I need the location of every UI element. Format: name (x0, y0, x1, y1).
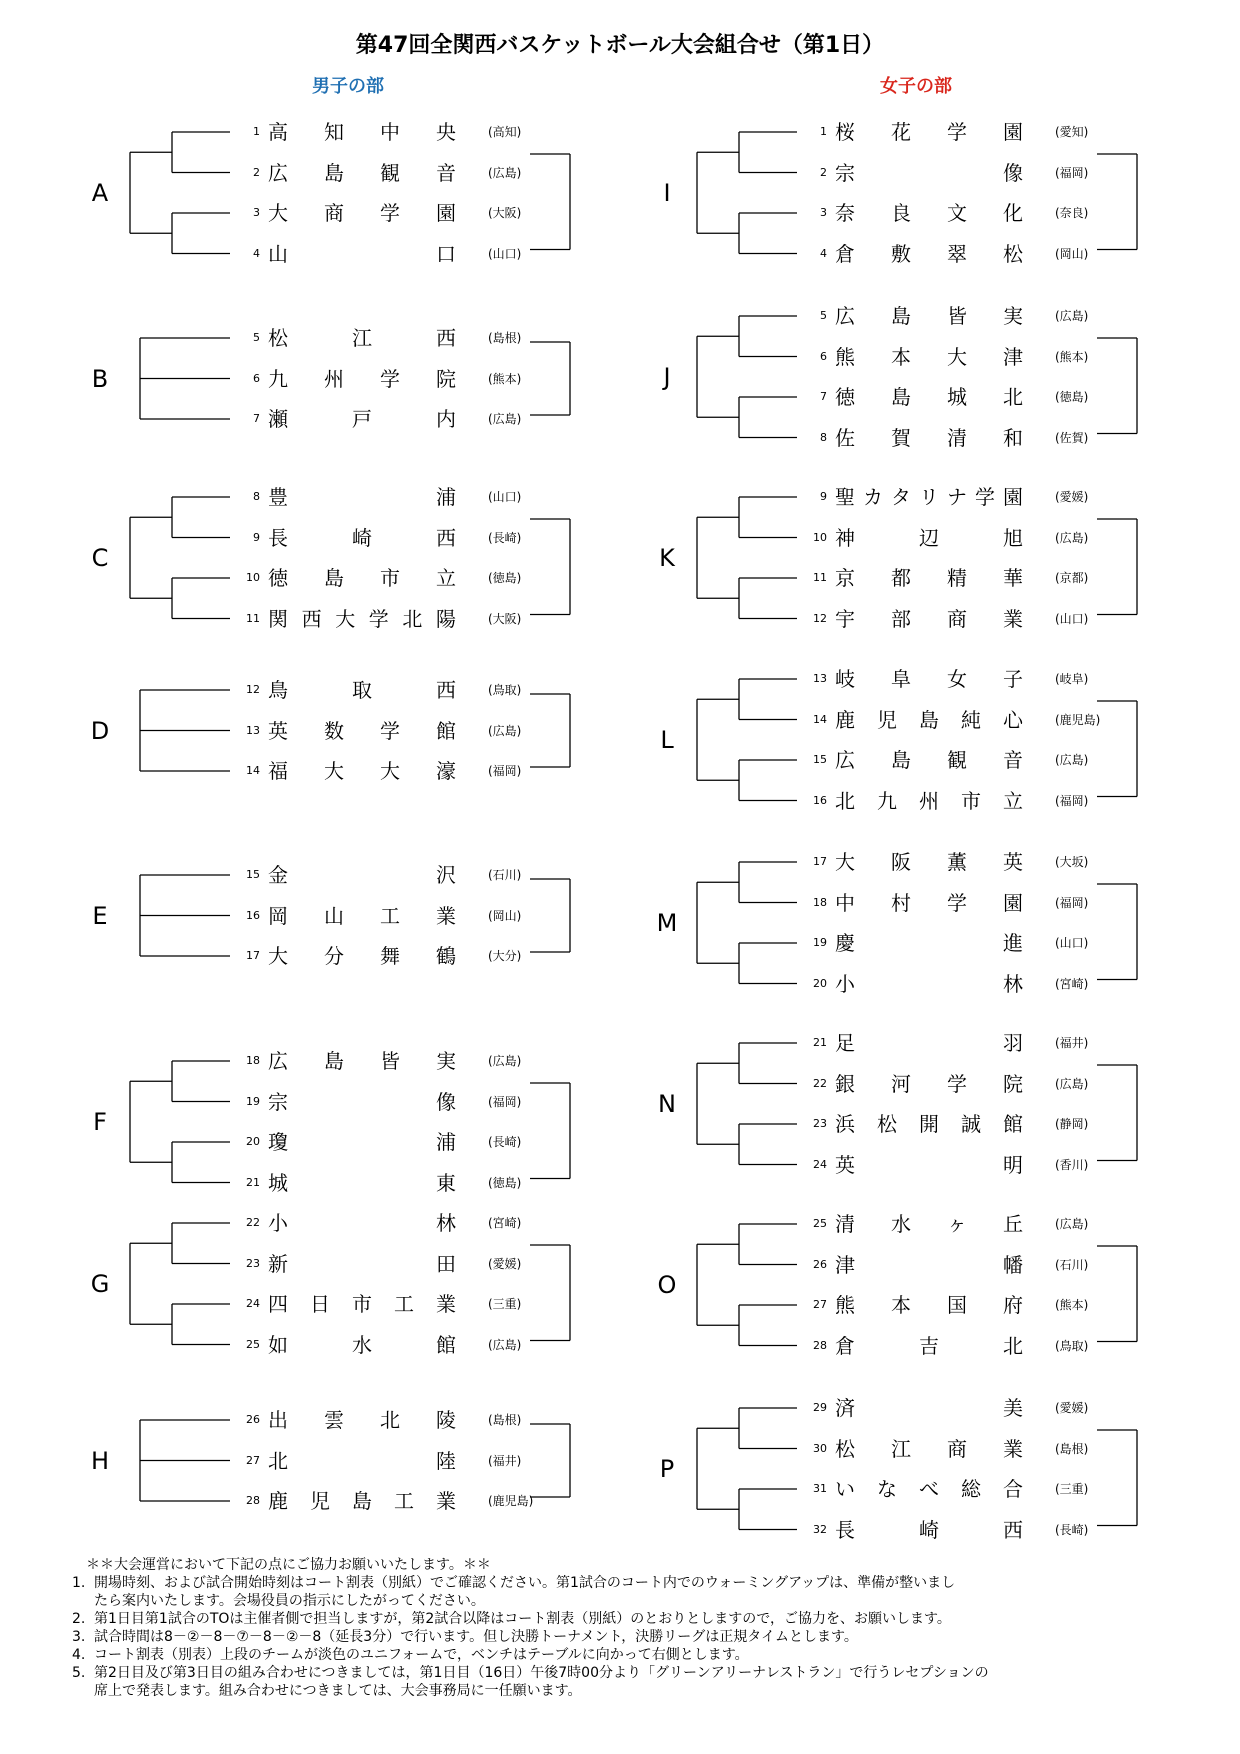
team-prefecture: (長崎) (1055, 1522, 1089, 1537)
team-number: 6 (820, 349, 827, 363)
note-number: 4. (72, 1647, 86, 1663)
team-prefecture: (鹿児島) (1055, 712, 1101, 727)
team-number: 29 (813, 1401, 827, 1414)
team-number: 13 (246, 723, 260, 737)
team-number: 15 (813, 753, 827, 766)
team-number: 14 (813, 712, 827, 726)
page-title: 第47回全関西バスケットボール大会組合せ（第1日） (355, 33, 885, 58)
note-item (72, 1664, 1192, 1700)
team-number: 7 (820, 390, 827, 403)
team-number: 5 (820, 309, 827, 322)
team-number: 19 (246, 1094, 260, 1108)
note-number: 2. (72, 1611, 86, 1627)
team-prefecture: (京都) (1055, 571, 1089, 585)
team-number: 28 (246, 1494, 260, 1507)
group-label: E (92, 901, 108, 930)
team-prefecture: (広島) (488, 723, 522, 738)
team-prefecture: (岡山) (1055, 246, 1089, 261)
note-line: 試合時間は8－②－8－⑦－8－②－8（延長3分）で行います。但し決勝トーナメント，決勝リーグは正規タイムとします。 (94, 1629, 858, 1645)
team-prefecture: (福岡) (1055, 165, 1089, 180)
team-prefecture: (広島) (1055, 753, 1089, 767)
team-number: 23 (246, 1256, 260, 1270)
group-label: J (663, 362, 671, 391)
team-prefecture: (福井) (1055, 1036, 1089, 1050)
team-number: 27 (813, 1298, 827, 1311)
team-number: 20 (246, 1135, 260, 1148)
team-prefecture: (熊本) (488, 371, 522, 386)
team-number: 25 (813, 1217, 827, 1230)
group-label: B (91, 364, 109, 393)
team-number: 14 (246, 764, 260, 777)
team-prefecture: (奈良) (1055, 206, 1089, 220)
team-number: 21 (813, 1036, 827, 1049)
team-number: 24 (246, 1297, 260, 1310)
team-prefecture: (山口) (488, 490, 522, 504)
team-number: 10 (813, 530, 827, 544)
team-number: 25 (246, 1337, 260, 1351)
note-item (72, 1646, 1192, 1664)
team-prefecture: (愛媛) (1055, 490, 1089, 504)
team-number: 32 (813, 1522, 827, 1536)
team-prefecture: (石川) (1055, 1257, 1089, 1272)
team-prefecture: (島根) (1055, 1441, 1089, 1456)
team-prefecture: (高知) (488, 125, 522, 139)
team-prefecture: (山口) (1055, 936, 1089, 950)
team-prefecture: (広島) (488, 1054, 522, 1068)
note-line: 開場時刻、および試合開始時刻はコート割表（別紙）でご確認ください。第1試合のコート内でのウォーミングアップは、準備が整いまし (94, 1575, 956, 1591)
team-number: 9 (820, 490, 827, 503)
team-prefecture: (大坂) (1055, 855, 1089, 869)
team-prefecture: (福岡) (1055, 793, 1089, 808)
team-prefecture: (福井) (488, 1453, 522, 1468)
group-label: F (93, 1107, 107, 1136)
team-prefecture: (宮崎) (488, 1216, 522, 1230)
group-label: M (656, 908, 678, 937)
team-prefecture: (大阪) (488, 611, 522, 626)
team-number: 5 (253, 331, 260, 344)
team-prefecture: (石川) (488, 868, 522, 882)
team-prefecture: (長崎) (488, 530, 522, 545)
team-prefecture: (熊本) (1055, 349, 1089, 364)
team-number: 11 (246, 611, 260, 625)
team-number: 2 (820, 165, 827, 179)
team-prefecture: (佐賀) (1055, 430, 1089, 445)
team-prefecture: (鹿児島) (488, 1494, 534, 1508)
team-prefecture: (島根) (488, 1413, 522, 1427)
team-prefecture: (広島) (1055, 1076, 1089, 1091)
team-number: 17 (813, 855, 827, 868)
team-prefecture: (福岡) (488, 764, 522, 778)
group-label: L (660, 725, 674, 754)
team-number: 7 (253, 412, 260, 425)
group-label: K (659, 543, 675, 572)
team-number: 12 (246, 683, 260, 696)
note-item (72, 1610, 1192, 1628)
note-number: 5. (72, 1665, 86, 1681)
team-number: 18 (246, 1054, 260, 1067)
team-number: 30 (813, 1441, 827, 1455)
men-section-title: 男子の部 (312, 76, 384, 97)
note-item (72, 1574, 1192, 1610)
team-prefecture: (鳥取) (488, 683, 522, 697)
team-number: 9 (253, 530, 260, 544)
group-label: H (90, 1446, 110, 1475)
team-prefecture: (福岡) (1055, 895, 1089, 910)
group-label: G (90, 1269, 110, 1298)
team-number: 1 (820, 125, 827, 138)
group-label: D (90, 716, 110, 745)
team-prefecture: (広島) (488, 412, 522, 426)
team-prefecture: (広島) (488, 1337, 522, 1352)
notes-header: ＊＊大会運営において下記の点にご協力お願いいたします。＊＊ (86, 1557, 491, 1573)
notes-list (72, 1574, 1192, 1700)
team-number: 12 (813, 611, 827, 625)
note-number: 1. (72, 1575, 86, 1591)
team-prefecture: (宮崎) (1055, 976, 1089, 991)
team-prefecture: (香川) (1055, 1157, 1089, 1172)
team-prefecture: (広島) (488, 165, 522, 180)
team-number: 19 (813, 936, 827, 949)
team-number: 20 (813, 976, 827, 990)
group-label: O (657, 1270, 677, 1299)
team-number: 4 (820, 246, 827, 260)
note-line: 席上で発表します。組み合わせにつきましては、大会事務局に一任願います。 (94, 1683, 582, 1699)
group-label: C (91, 543, 109, 572)
team-prefecture: (熊本) (1055, 1298, 1089, 1312)
team-prefecture: (広島) (1055, 1217, 1089, 1231)
group-label: N (658, 1089, 676, 1118)
team-number: 23 (813, 1117, 827, 1130)
note-line: 第1日目第1試合のTOは主催者側で担当しますが，第2試合以降はコート割表（別紙）のとおりとしますので，ご協力を、お願いします。 (94, 1611, 951, 1627)
team-number: 22 (246, 1216, 260, 1229)
team-number: 31 (813, 1482, 827, 1495)
team-prefecture: (徳島) (488, 1175, 522, 1190)
women-section-title: 女子の部 (880, 76, 952, 97)
team-number: 17 (246, 949, 260, 962)
note-line: たら案内いたします。会場役員の指示にしたがってください。 (94, 1593, 485, 1609)
team-prefecture: (山口) (488, 246, 522, 261)
team-prefecture: (三重) (1055, 1482, 1089, 1496)
note-line: コート割表（別表）上段のチームが淡色のユニフォームで，ベンチはテーブルに向かって右側とします。 (94, 1647, 749, 1663)
team-number: 8 (820, 430, 827, 444)
team-number: 24 (813, 1157, 827, 1171)
team-prefecture: (福岡) (488, 1094, 522, 1109)
team-prefecture: (岐阜) (1055, 672, 1089, 686)
notes-section (72, 1556, 1192, 1700)
team-number: 15 (246, 868, 260, 881)
team-number: 16 (813, 793, 827, 807)
team-number: 16 (246, 908, 260, 922)
group-label: A (91, 178, 109, 207)
team-number: 13 (813, 672, 827, 685)
team-prefecture: (大阪) (488, 206, 522, 220)
note-number: 3. (72, 1629, 86, 1645)
team-number: 26 (246, 1413, 260, 1426)
team-number: 6 (253, 371, 260, 385)
team-prefecture: (岡山) (488, 908, 522, 923)
team-prefecture: (広島) (1055, 530, 1089, 545)
team-prefecture: (三重) (488, 1297, 522, 1311)
team-prefecture: (山口) (1055, 611, 1089, 626)
team-prefecture: (島根) (488, 331, 522, 345)
group-label: P (659, 1454, 675, 1483)
team-number: 11 (813, 571, 827, 584)
team-prefecture: (愛媛) (488, 1256, 522, 1271)
team-number: 4 (253, 246, 260, 260)
team-number: 3 (820, 206, 827, 219)
team-prefecture: (愛知) (1055, 125, 1089, 139)
team-prefecture: (徳島) (488, 571, 522, 585)
team-number: 1 (253, 125, 260, 138)
team-number: 26 (813, 1257, 827, 1271)
note-line: 第2日目及び第3日目の組み合わせにつきましては，第1日目（16日）午後7時00分より「グリーンアリーナレストラン」で行うレセプションの (94, 1665, 989, 1681)
team-prefecture: (愛媛) (1055, 1401, 1089, 1415)
group-label: I (663, 178, 671, 207)
team-prefecture: (静岡) (1055, 1117, 1089, 1131)
team-number: 2 (253, 165, 260, 179)
team-prefecture: (長崎) (488, 1135, 522, 1149)
team-prefecture: (大分) (488, 949, 522, 963)
note-item (72, 1628, 1192, 1646)
team-number: 28 (813, 1338, 827, 1352)
team-prefecture: (広島) (1055, 309, 1089, 323)
team-number: 10 (246, 571, 260, 584)
team-prefecture: (徳島) (1055, 390, 1089, 404)
team-number: 27 (246, 1453, 260, 1467)
team-number: 22 (813, 1076, 827, 1090)
team-number: 3 (253, 206, 260, 219)
team-number: 21 (246, 1175, 260, 1189)
team-number: 8 (253, 490, 260, 503)
team-number: 18 (813, 895, 827, 909)
team-prefecture: (鳥取) (1055, 1338, 1089, 1353)
